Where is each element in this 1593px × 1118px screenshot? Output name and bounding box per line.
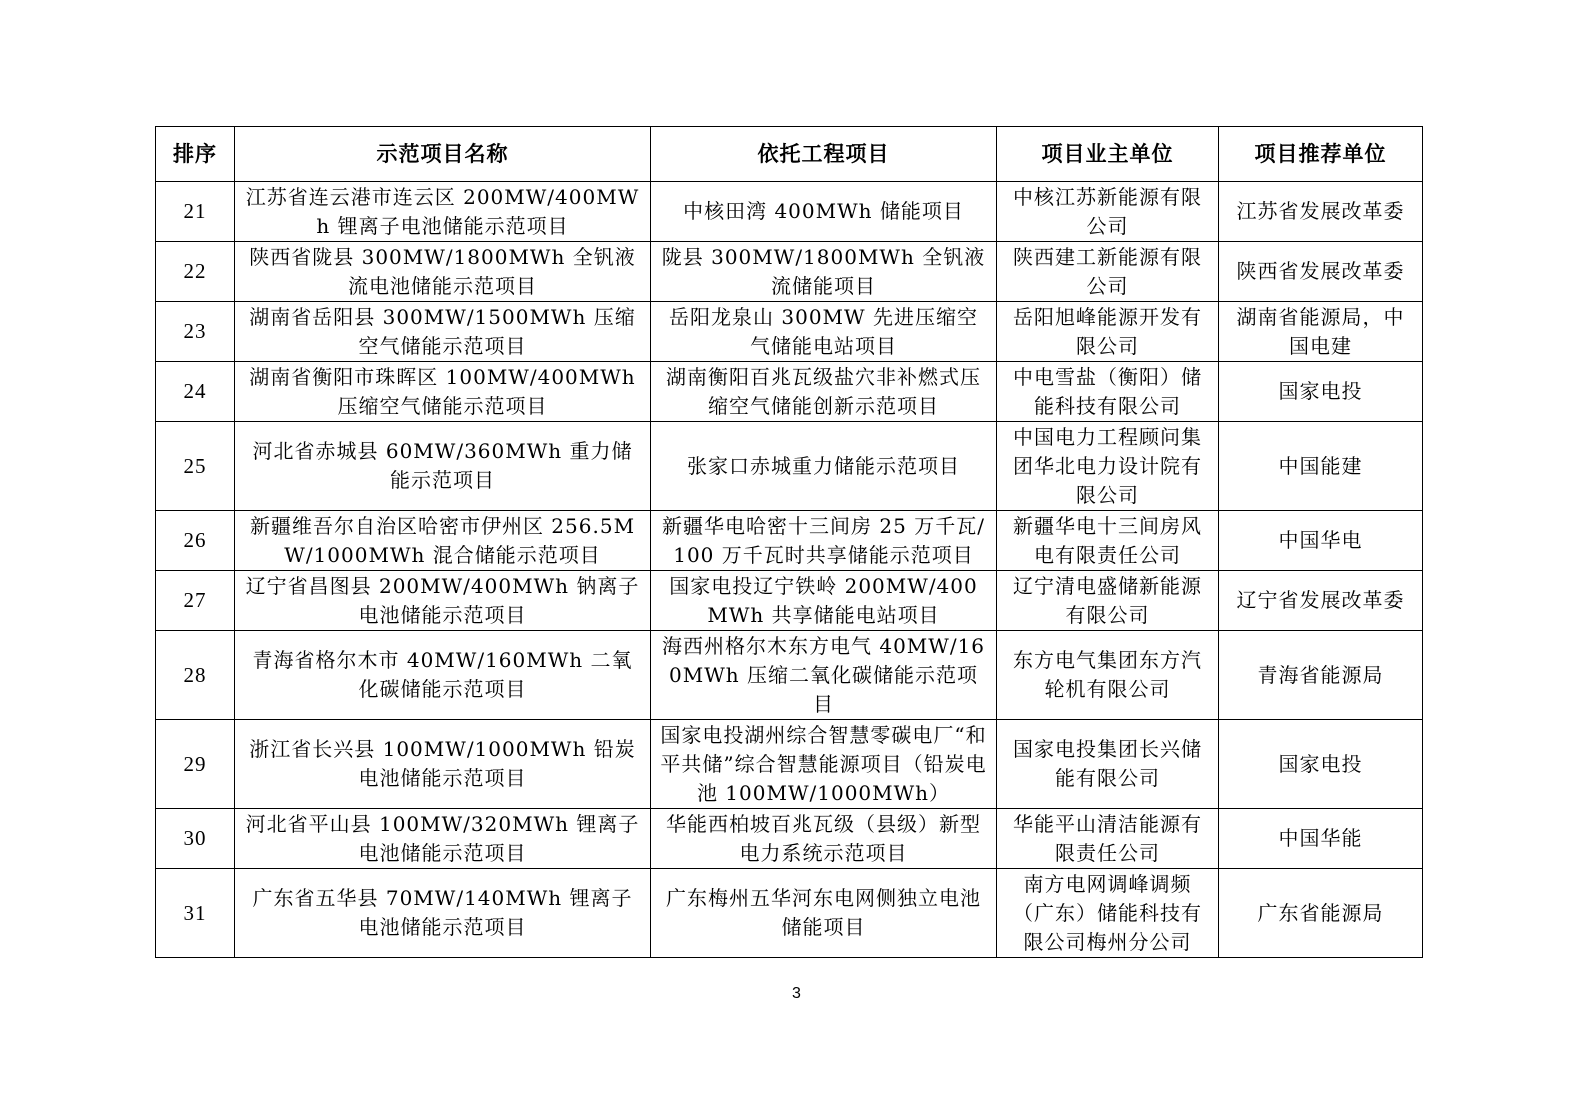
rank-cell: 26 [156, 511, 235, 571]
recommender-cell: 国家电投 [1219, 362, 1423, 422]
rank-cell: 24 [156, 362, 235, 422]
base-project-cell: 国家电投湖州综合智慧零碳电厂“和平共储”综合智慧能源项目（铅炭电池 100MW/1000MWh） [651, 720, 997, 809]
project-name-cell: 新疆维吾尔自治区哈密市伊州区 256.5MW/1000MWh 混合储能示范项目 [235, 511, 651, 571]
owner-cell: 东方电气集团东方汽轮机有限公司 [997, 631, 1219, 720]
project-name-cell: 湖南省岳阳县 300MW/1500MWh 压缩空气储能示范项目 [235, 302, 651, 362]
table-row [156, 302, 1423, 362]
recommender-cell: 中国华电 [1219, 511, 1423, 571]
owner-cell: 新疆华电十三间房风电有限责任公司 [997, 511, 1219, 571]
recommender-cell: 江苏省发展改革委 [1219, 182, 1423, 242]
owner-cell: 岳阳旭峰能源开发有限公司 [997, 302, 1219, 362]
project-name-cell: 广东省五华县 70MW/140MWh 锂离子电池储能示范项目 [235, 869, 651, 958]
table-row [156, 631, 1423, 720]
base-project-cell: 张家口赤城重力储能示范项目 [651, 422, 997, 511]
rank-cell: 30 [156, 809, 235, 869]
table-row [156, 869, 1423, 958]
project-name-cell: 湖南省衡阳市珠晖区 100MW/400MWh 压缩空气储能示范项目 [235, 362, 651, 422]
project-name-cell: 辽宁省昌图县 200MW/400MWh 钠离子电池储能示范项目 [235, 571, 651, 631]
owner-cell: 南方电网调峰调频（广东）储能科技有限公司梅州分公司 [997, 869, 1219, 958]
table-row [156, 720, 1423, 809]
table-row [156, 242, 1423, 302]
base-project-cell: 国家电投辽宁铁岭 200MW/400MWh 共享储能电站项目 [651, 571, 997, 631]
demo-projects-table [155, 126, 1423, 958]
rank-cell: 31 [156, 869, 235, 958]
project-name-cell: 浙江省长兴县 100MW/1000MWh 铅炭电池储能示范项目 [235, 720, 651, 809]
base-project-cell: 中核田湾 400MWh 储能项目 [651, 182, 997, 242]
recommender-cell: 国家电投 [1219, 720, 1423, 809]
rank-cell: 21 [156, 182, 235, 242]
rank-cell: 22 [156, 242, 235, 302]
owner-cell: 华能平山清洁能源有限责任公司 [997, 809, 1219, 869]
table-row [156, 362, 1423, 422]
header-rank: 排序 [156, 127, 235, 182]
table-row [156, 511, 1423, 571]
base-project-cell: 陇县 300MW/1800MWh 全钒液流储能项目 [651, 242, 997, 302]
header-owner: 项目业主单位 [997, 127, 1219, 182]
header-recommender: 项目推荐单位 [1219, 127, 1423, 182]
base-project-cell: 岳阳龙泉山 300MW 先进压缩空气储能电站项目 [651, 302, 997, 362]
project-name-cell: 河北省平山县 100MW/320MWh 锂离子电池储能示范项目 [235, 809, 651, 869]
rank-cell: 27 [156, 571, 235, 631]
table-row [156, 182, 1423, 242]
recommender-cell: 广东省能源局 [1219, 869, 1423, 958]
base-project-cell: 新疆华电哈密十三间房 25 万千瓦/100 万千瓦时共享储能示范项目 [651, 511, 997, 571]
project-name-cell: 河北省赤城县 60MW/360MWh 重力储能示范项目 [235, 422, 651, 511]
recommender-cell: 中国华能 [1219, 809, 1423, 869]
rank-cell: 25 [156, 422, 235, 511]
recommender-cell: 陕西省发展改革委 [1219, 242, 1423, 302]
project-name-cell: 江苏省连云港市连云区 200MW/400MWh 锂离子电池储能示范项目 [235, 182, 651, 242]
page-number: 3 [792, 985, 801, 1002]
base-project-cell: 海西州格尔木东方电气 40MW/160MWh 压缩二氧化碳储能示范项目 [651, 631, 997, 720]
owner-cell: 中电雪盐（衡阳）储能科技有限公司 [997, 362, 1219, 422]
recommender-cell: 湖南省能源局，中国电建 [1219, 302, 1423, 362]
owner-cell: 中国电力工程顾问集团华北电力设计院有限公司 [997, 422, 1219, 511]
rank-cell: 29 [156, 720, 235, 809]
header-base-project: 依托工程项目 [651, 127, 997, 182]
owner-cell: 中核江苏新能源有限公司 [997, 182, 1219, 242]
recommender-cell: 辽宁省发展改革委 [1219, 571, 1423, 631]
owner-cell: 国家电投集团长兴储能有限公司 [997, 720, 1219, 809]
owner-cell: 辽宁清电盛储新能源有限公司 [997, 571, 1219, 631]
rank-cell: 28 [156, 631, 235, 720]
project-name-cell: 陕西省陇县 300MW/1800MWh 全钒液流电池储能示范项目 [235, 242, 651, 302]
rank-cell: 23 [156, 302, 235, 362]
base-project-cell: 湖南衡阳百兆瓦级盐穴非补燃式压缩空气储能创新示范项目 [651, 362, 997, 422]
header-project-name: 示范项目名称 [235, 127, 651, 182]
table-header-row [156, 127, 1423, 182]
recommender-cell: 青海省能源局 [1219, 631, 1423, 720]
table-row [156, 422, 1423, 511]
project-name-cell: 青海省格尔木市 40MW/160MWh 二氧化碳储能示范项目 [235, 631, 651, 720]
base-project-cell: 华能西柏坡百兆瓦级（县级）新型电力系统示范项目 [651, 809, 997, 869]
table-row [156, 809, 1423, 869]
base-project-cell: 广东梅州五华河东电网侧独立电池储能项目 [651, 869, 997, 958]
table-row [156, 571, 1423, 631]
recommender-cell: 中国能建 [1219, 422, 1423, 511]
owner-cell: 陕西建工新能源有限公司 [997, 242, 1219, 302]
